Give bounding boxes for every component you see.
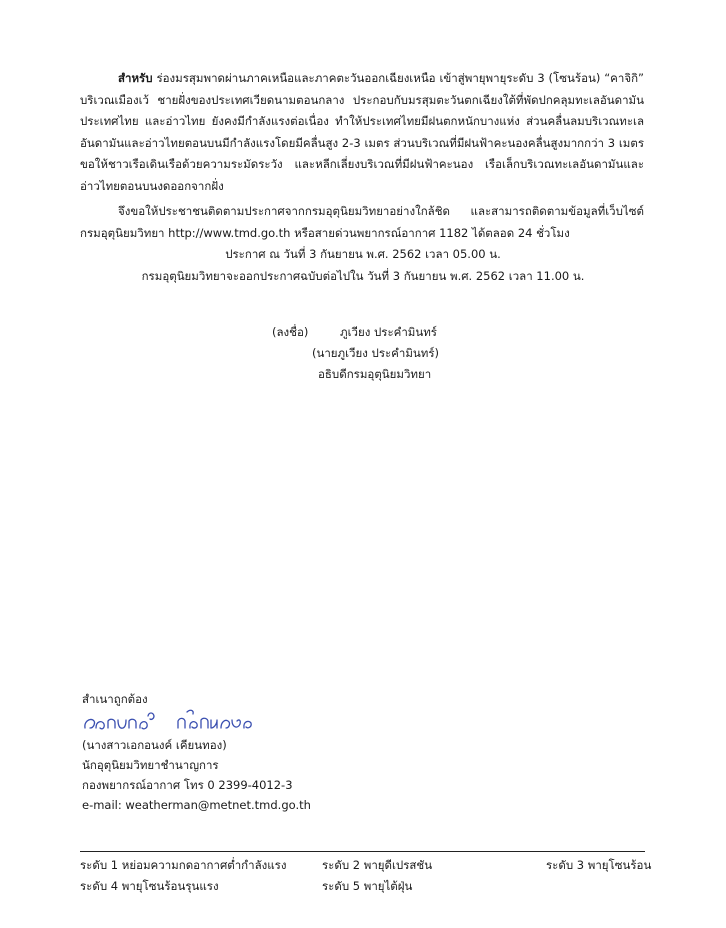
issued-date: ประกาศ ณ วันที่ 3 กันยายน พ.ศ. 2562 เวลา 05.00 น. (225, 247, 501, 261)
announcement-paragraph-2 (80, 201, 644, 244)
signer-name: ภูเวียง ประคำมินทร์ (340, 325, 437, 339)
signed-label: (ลงชื่อ) (272, 325, 309, 339)
signer-position: อธิบดีกรมอุตุนิยมวิทยา (318, 367, 432, 381)
legend-level-1: ระดับ 1 หย่อมความกดอากาศต่ำกำลังแรง (80, 858, 287, 872)
weather-summary-text: ร่องมรสุมพาดผ่านภาคเหนือและภาคตะวันออกเฉียงเหนือ เข้าสู่พายุพายุระดับ 3 (โซนร้อน) “คาจิกิ” บริเวณเมืองเว้ ชายฝั่งของประเทศเวียดนามตอนกลาง ประกอบกับมรสุมตะวันตกเฉียงใต้ที่พัดปกคลุมทะเลอันดามัน ประเทศไทย และอ่าวไทย ยังคงมีกำลังแรงต่อเนื่อง ทำให้ประเทศไทยมีฝนตกหนักบางแห่ง ส่วนคลื่นลมบริเวณทะเลอันดามันและอ่าวไทยตอนบนมีกำลังแรงโดยมีคลื่นสูง 2-3 เมตร ส่วนบริเวณที่มีฝนฟ้าคะนองคลื่นสูงมากกว่า 3 เมตร ขอให้ชาวเรือเดินเรือด้วยความระมัดระวัง และหลีกเลี่ยงบริเวณที่มีฝนฟ้าคะนอง เรือเล็กบริเวณทะเลอันดามันและอ่าวไทยตอนบนงดออกจากฝั่ง (80, 71, 644, 193)
for-label: สำหรับ (118, 71, 153, 85)
copy-officer-email: e-mail: weatherman@metnet.tmd.go.th (82, 798, 311, 812)
certified-copy-label: สำเนาถูกต้อง (82, 692, 148, 706)
next-issue-notice: กรมอุตุนิยมวิทยาจะออกประกาศฉบับต่อไปใน วันที่ 3 กันยายน พ.ศ. 2562 เวลา 11.00 น. (141, 269, 585, 283)
copy-officer-title: นักอุตุนิยมวิทยาชำนาญการ (82, 758, 219, 772)
follow-up-advice-text: จึงขอให้ประชาชนติดตามประกาศจากกรมอุตุนิยมวิทยาอย่างใกล้ชิด และสามารถติดตามข้อมูลที่เว็บไซต์กรมอุตุนิยมวิทยา http://www.tmd.go.th หรือสายด่วนพยากรณ์อากาศ 1182 ได้ตลอด 24 ชั่วโมง (80, 204, 644, 240)
legend-level-3: ระดับ 3 พายุโซนร้อน (546, 858, 652, 872)
footer-divider (80, 851, 645, 852)
copy-officer-name: (นางสาวเอกอนงค์ เคียนทอง) (82, 738, 227, 752)
signer-full-name: (นายภูเวียง ประคำมินทร์) (312, 346, 440, 360)
announcement-paragraph-1 (80, 68, 644, 197)
legend-level-5: ระดับ 5 พายุไต้ฝุ่น (322, 879, 413, 893)
copy-officer-division: กองพยากรณ์อากาศ โทร 0 2399-4012-3 (82, 778, 293, 792)
handwritten-signature-icon (82, 706, 272, 738)
legend-level-4: ระดับ 4 พายุโซนร้อนรุนแรง (80, 879, 219, 893)
legend-level-2: ระดับ 2 พายุดีเปรสชัน (322, 858, 433, 872)
